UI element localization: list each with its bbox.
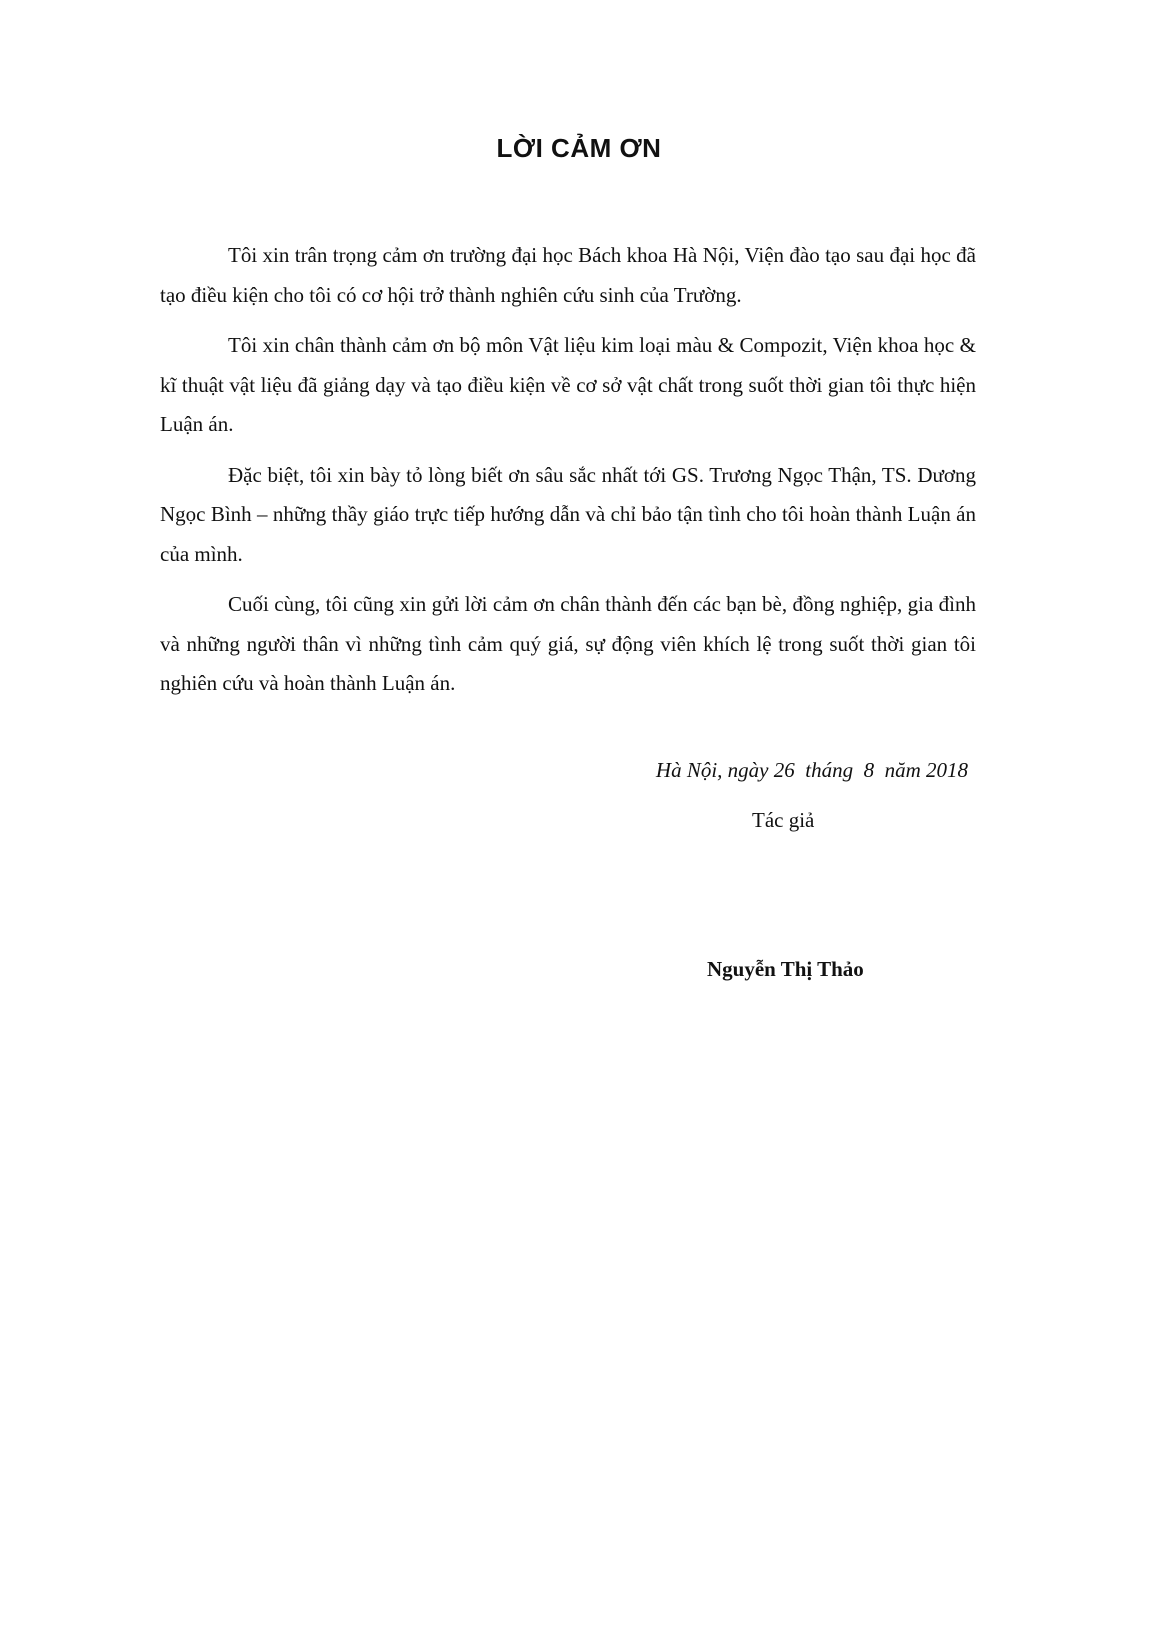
signature-name: Nguyễn Thị Thảo <box>707 957 864 981</box>
paragraph-4: Cuối cùng, tôi cũng xin gửi lời cảm ơn chân thành đến các bạn bè, đồng nghiệp, gia đình và những người thân vì những tình cảm quý giá, sự động viên khích lệ trong suốt thời gian tôi nghiên cứu và hoàn thành Luận án. <box>160 592 976 695</box>
acknowledgement-body <box>160 236 976 715</box>
signature-date: Hà Nội, ngày 26 tháng 8 năm 2018 <box>655 758 968 782</box>
paragraph-3: Đặc biệt, tôi xin bày tỏ lòng biết ơn sâu sắc nhất tới GS. Trương Ngọc Thận, TS. Dương Ngọc Bình – những thầy giáo trực tiếp hướng dẫn và chỉ bảo tận tình cho tôi hoàn thành Luận án của mình. <box>160 462 976 566</box>
paragraph-1: Tôi xin trân trọng cảm ơn trường đại học Bách khoa Hà Nội, Viện đào tạo sau đại học đã tạo điều kiện cho tôi có cơ hội trở thành nghiên cứu sinh của Trường. <box>160 243 976 307</box>
paragraph-2: Tôi xin chân thành cảm ơn bộ môn Vật liệu kim loại màu & Compozit, Viện khoa học & kĩ thuật vật liệu đã giảng dạy và tạo điều kiện về cơ sở vật chất trong suốt thời gian tôi thực hiện Luận án. <box>160 333 976 436</box>
signature-role: Tác giả <box>752 808 815 832</box>
page-title: LỜI CẢM ƠN <box>496 133 662 163</box>
